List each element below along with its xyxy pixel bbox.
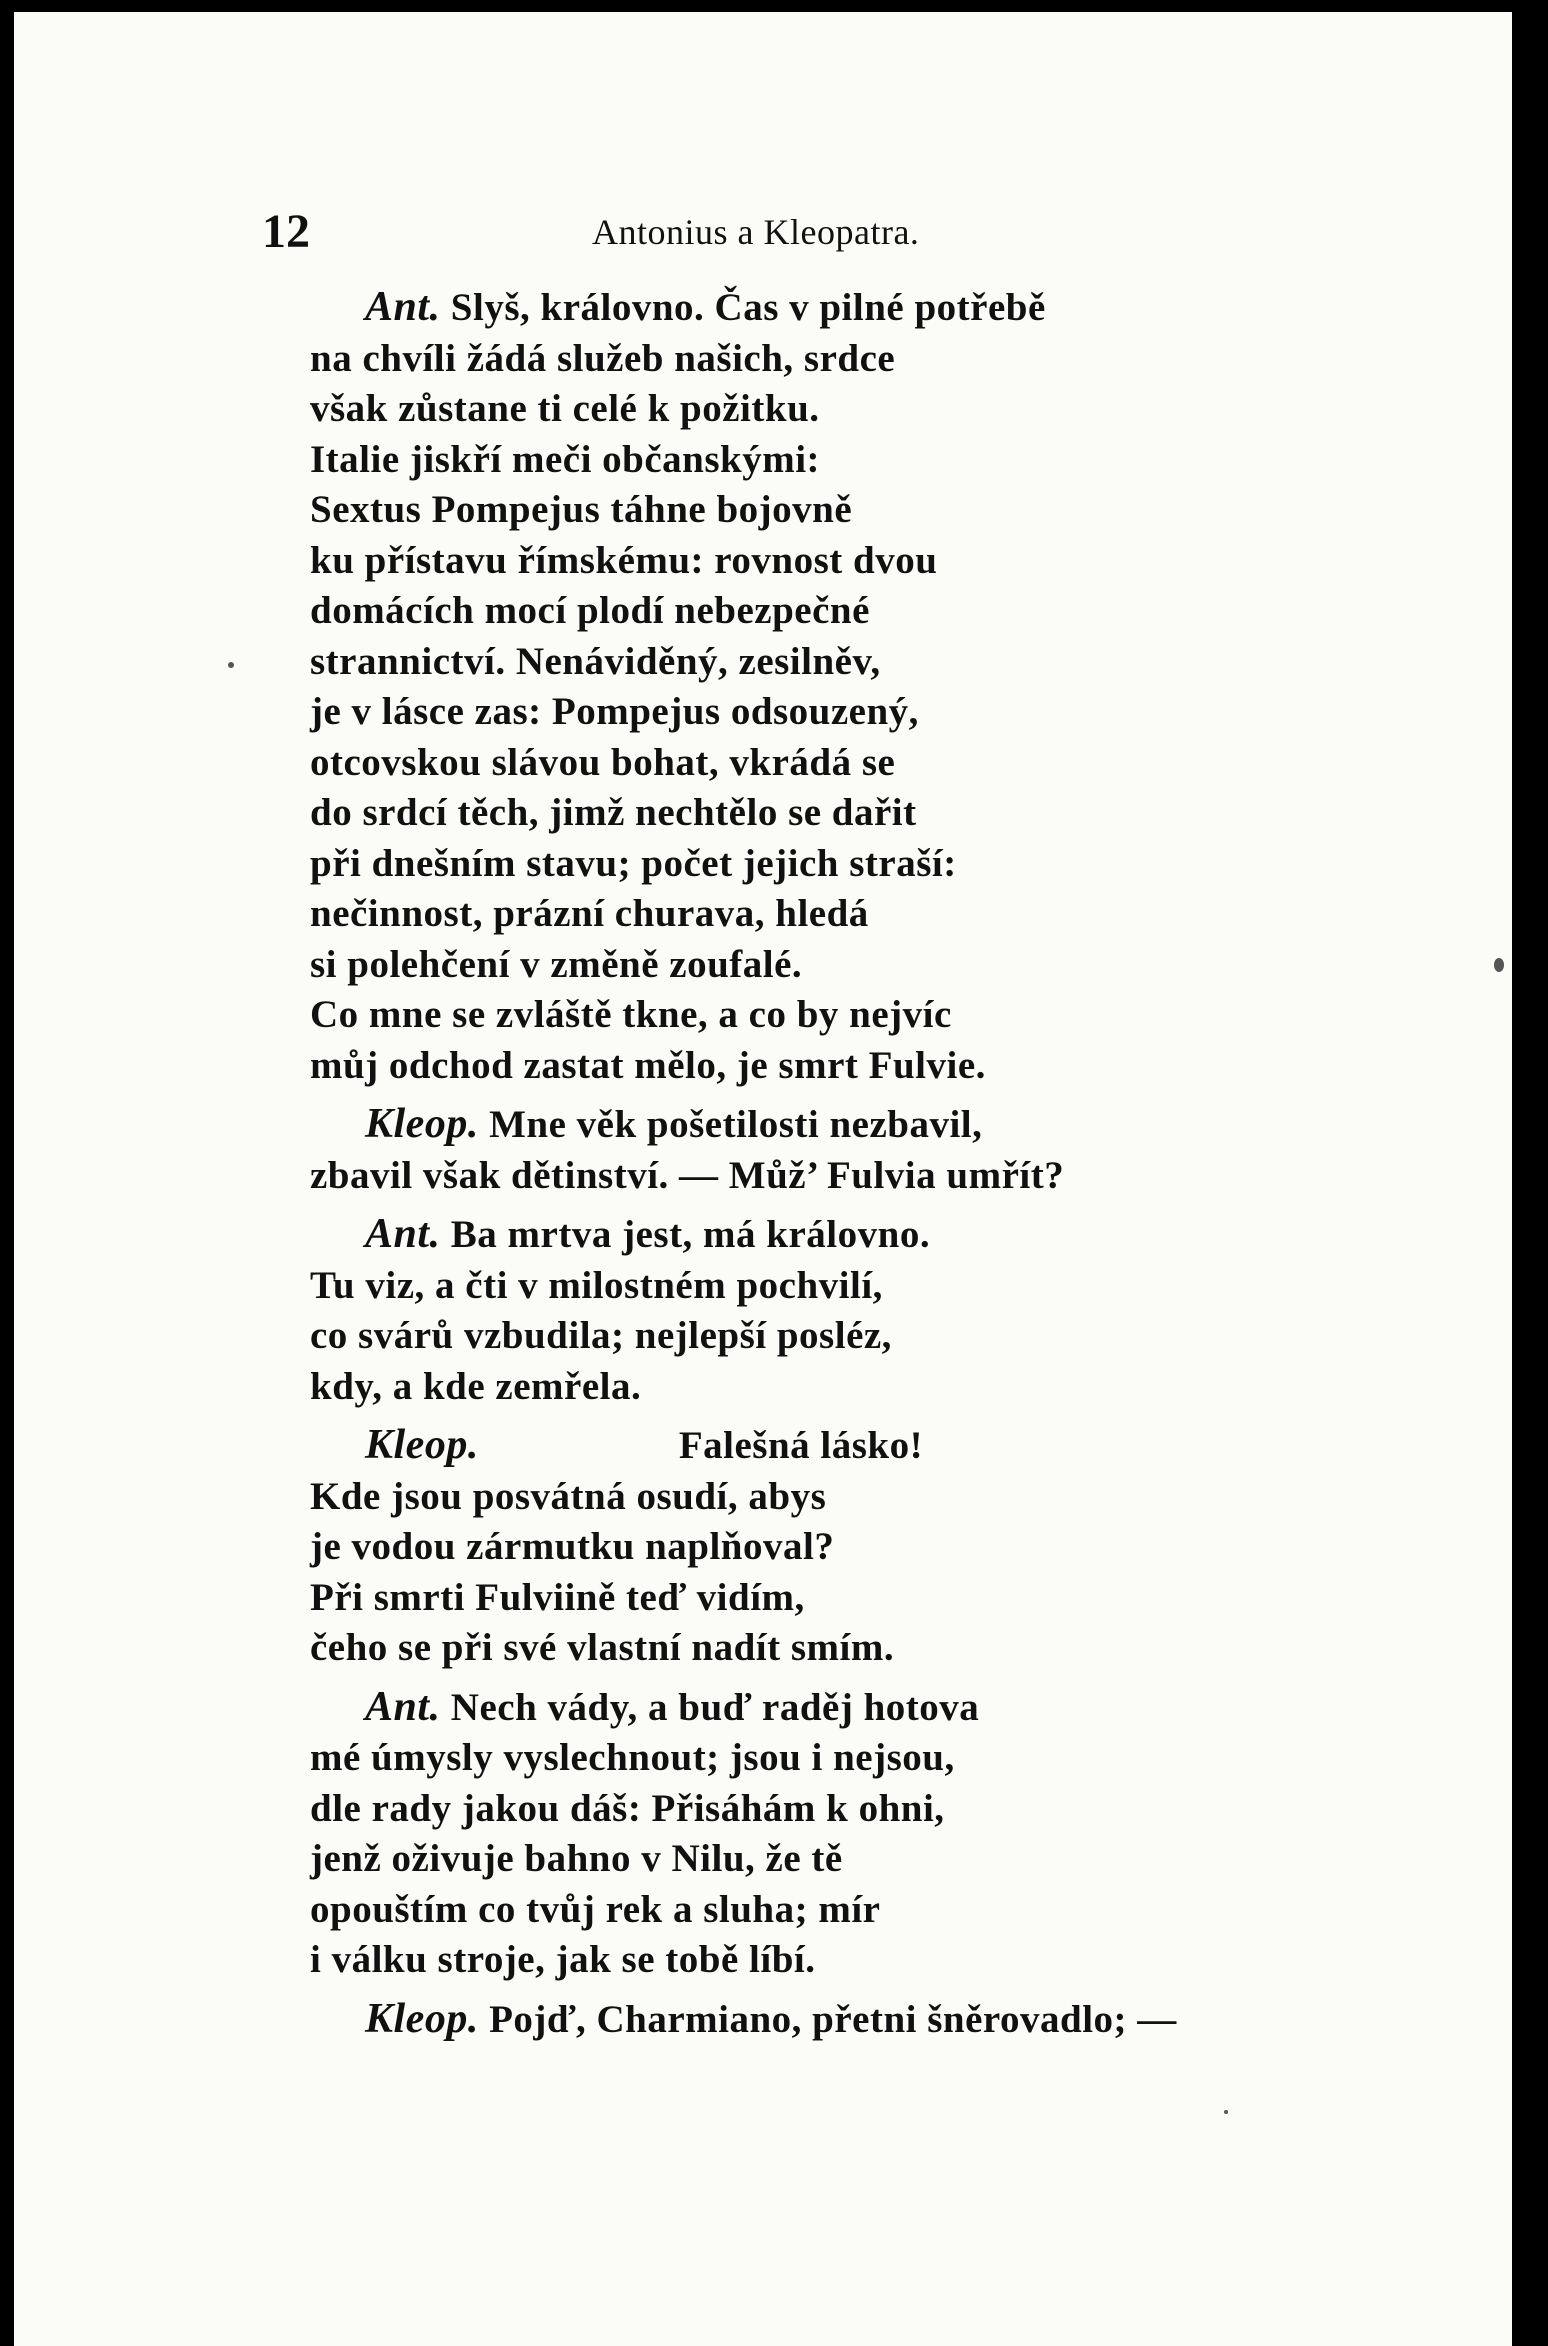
running-head (262, 202, 1262, 262)
verse-line: ku přístavu římskému: rovnost dvou (310, 538, 938, 582)
verse-line: však zůstane ti celé k požitku. (310, 387, 820, 430)
print-speck (228, 662, 234, 668)
verse-line: strannictví. Nenáviděný, zesilněv, (310, 639, 881, 683)
verse-line: kdy, a kde zemřela. (310, 1364, 642, 1408)
verse-line: otcovskou slávou bohat, vkrádá se (310, 740, 896, 784)
speech-antonius-2 (310, 1209, 1350, 1412)
verse-line: nečinnost, prázní churava, hledá (310, 892, 869, 935)
speaker-name: Ant. (365, 284, 441, 330)
verse-line: na chvíli žádá služeb našich, srdce (310, 336, 896, 380)
speech-antonius-3 (310, 1682, 1350, 1986)
running-title: Antonius a Kleopatra. (592, 212, 920, 252)
verse-line: Tu viz, a čti v milostném pochvilí, (310, 1263, 883, 1307)
verse-line: dle rady jakou dáš: Přisáhám k ohni, (310, 1786, 945, 1830)
print-speck (1494, 958, 1504, 972)
speech-first-line (310, 1994, 1350, 2046)
verse-line: si polehčení v změně zoufalé. (310, 942, 803, 986)
speech-first-line (310, 1209, 1350, 1261)
speaker-name: Kleop. (365, 1995, 479, 2042)
verse-line: je vodou zármutku naplňoval? (310, 1525, 835, 1568)
verse-line: Sextus Pompejus táhne bojovně (310, 488, 853, 531)
verse-line: jenž oživuje bahno v Nilu, že tě (310, 1837, 843, 1880)
speech-text: Pojď, Charmiano, přetni šněrovadlo; — (478, 1997, 1177, 2041)
speech-kleopatra-3 (310, 1994, 1350, 2046)
verse-line: domácích mocí plodí nebezpečné (310, 589, 870, 632)
speech-kleopatra-1 (310, 1099, 1350, 1201)
verse-line: co svárů vzbudila; nejlepší posléz, (310, 1314, 892, 1357)
speech-first-line (310, 1099, 1350, 1151)
verse-line: při dnešním stavu; počet jejich straší: (310, 841, 957, 885)
verse-line: Italie jiskří meči občanskými: (310, 437, 821, 481)
verse-line: Co mne se zvláště tkne, a co by nejvíc (310, 993, 952, 1036)
speech-kleopatra-2 (310, 1420, 1350, 1674)
speaker-name: Kleop. (365, 1422, 479, 1468)
book-page (14, 12, 1512, 2346)
speech-text: Nech vády, a buď raděj hotova (440, 1685, 980, 1729)
speech-first-line (310, 1420, 1350, 1472)
verse-line: opouštím co tvůj rek a sluha; mír (310, 1887, 881, 1931)
verse-line: mé úmysly vyslechnout; jsou i nejsou, (310, 1736, 955, 1779)
speech-text: Ba mrtva jest, má královno. (440, 1213, 931, 1256)
verse-line: i válku stroje, jak se tobě líbí. (310, 1938, 816, 1981)
speech-text: Slyš, královno. Čas v pilné potřebě (440, 286, 1046, 329)
speaker-name: Ant. (365, 1211, 441, 1257)
speech-first-line (310, 1682, 1350, 1734)
verse-line: můj odchod zastat mělo, je smrt Fulvie. (310, 1043, 986, 1087)
verse-line: Kde jsou posvátná osudí, abys (310, 1474, 827, 1518)
speech-text: Falešná lásko! (678, 1424, 924, 1467)
verse-line: je v lásce zas: Pompejus odsouzený, (310, 690, 919, 733)
speech-antonius-1 (310, 282, 1350, 1091)
verse-line: zbavil však dětinství. — Můž’ Fulvia umřít? (310, 1153, 1065, 1197)
play-text (310, 282, 1350, 2053)
verse-line: Při smrti Fulviině teď vidím, (310, 1575, 805, 1619)
speech-first-line (310, 282, 1350, 334)
speaker-name: Ant. (365, 1683, 441, 1730)
page-number: 12 (262, 205, 310, 258)
verse-line: do srdcí těch, jimž nechtělo se dařit (310, 791, 917, 834)
speaker-name: Kleop. (365, 1101, 479, 1147)
speech-text: Mne věk pošetilosti nezbavil, (478, 1103, 983, 1146)
verse-line: čeho se při své vlastní nadít smím. (310, 1626, 895, 1669)
print-speck (1224, 2110, 1228, 2114)
